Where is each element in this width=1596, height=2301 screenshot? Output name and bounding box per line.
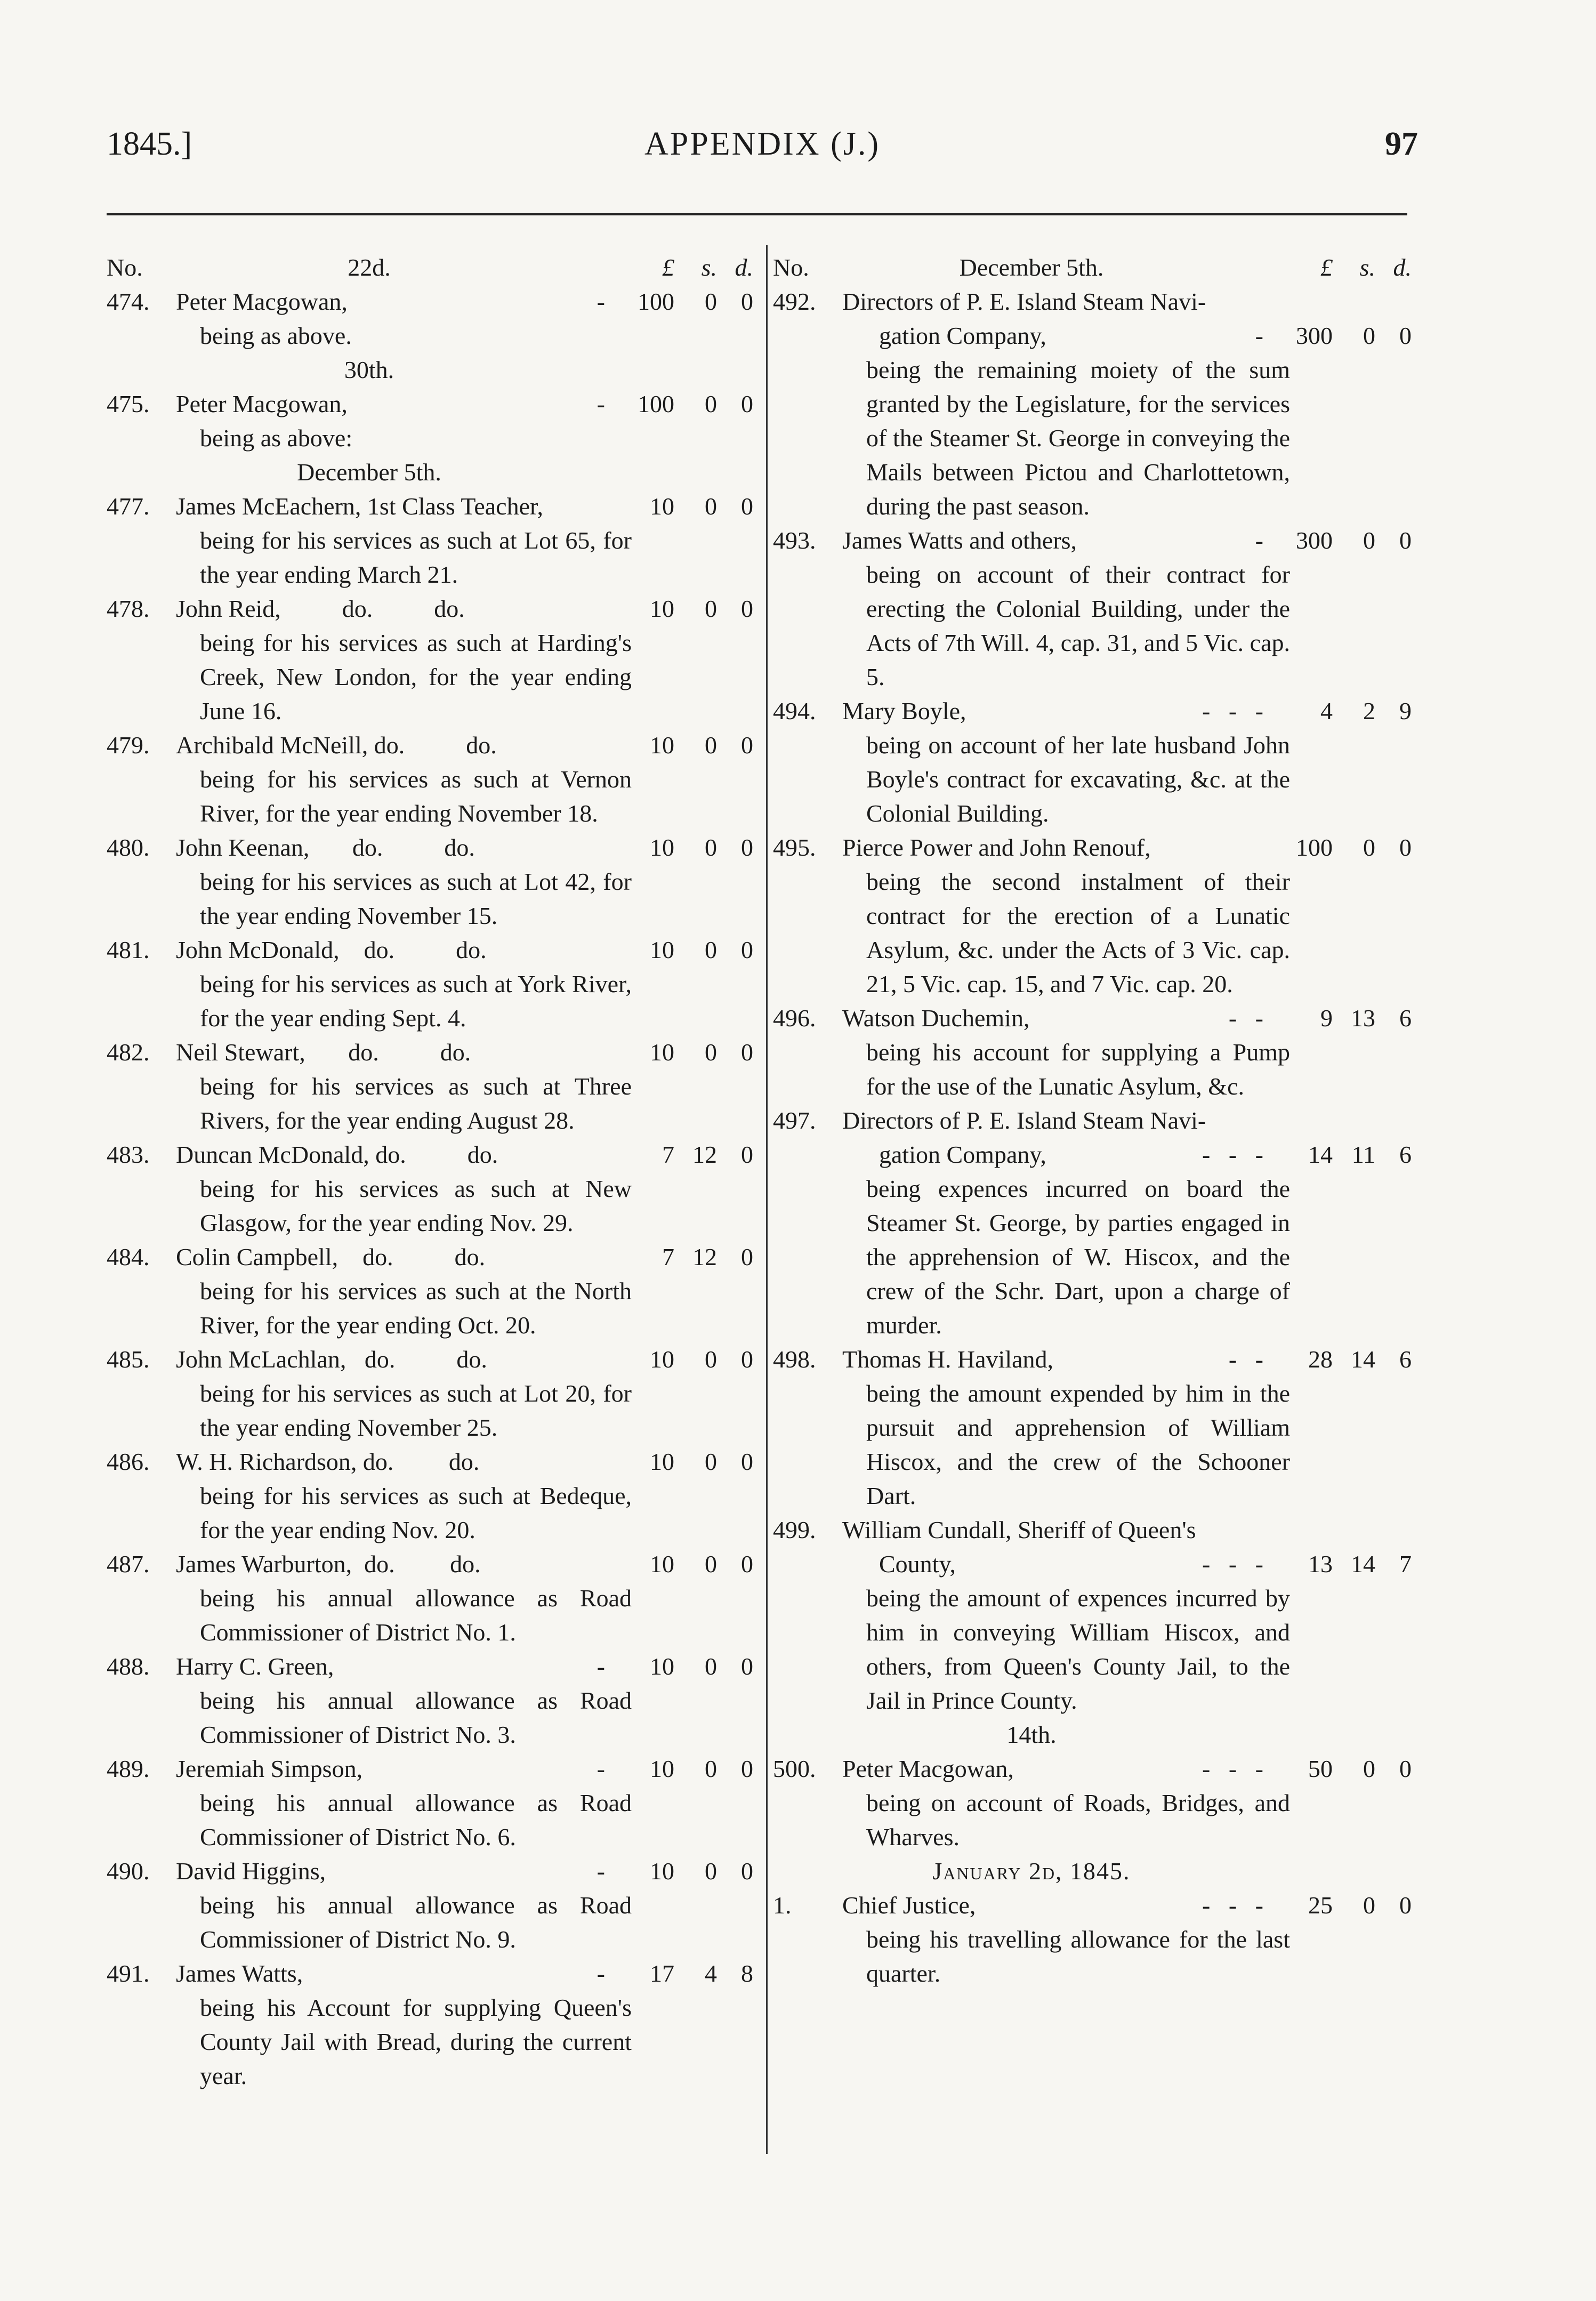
entry-description: being for his services as such at Three Rivers, for the year ending August 28. <box>200 1073 632 1134</box>
shillings-heading: s. <box>701 254 717 281</box>
entry-number: 479. <box>107 731 150 759</box>
entry-description: being on account of her late husband John Boyle's contract for excavating, &c. at the Colonial Building. <box>866 731 1290 827</box>
entry-number: 489. <box>107 1755 150 1782</box>
leader-dashes: - - <box>1228 1004 1263 1032</box>
entry-description: being for his services as such at Bedeque, for the year ending Nov. 20. <box>200 1482 632 1543</box>
entry-line <box>107 1957 760 1991</box>
amount-shillings: 14 <box>1351 1346 1375 1373</box>
entry-amount <box>632 1752 760 1786</box>
entry-number: 492. <box>773 288 816 315</box>
entry-line <box>773 319 1418 353</box>
payee-name: David Higgins, <box>176 1857 326 1885</box>
entry-description: being expences incurred on board the Steamer St. George, by parties engaged in the apprehension of W. Hiscox, and the crew of the Schr. Dart, upon a charge of murder. <box>866 1175 1290 1339</box>
currency-headings <box>632 251 760 285</box>
ledger-entry <box>107 1138 760 1240</box>
entry-description: being his annual allowance as Road Commissioner of District No. 1. <box>200 1584 632 1646</box>
ledger-entry <box>107 1650 760 1752</box>
ledger-entry <box>107 1342 760 1445</box>
entry-number: 483. <box>107 1141 150 1168</box>
amount-pounds: 14 <box>1308 1141 1333 1168</box>
amount-pounds: 17 <box>650 1960 674 1987</box>
entry-line <box>773 285 1418 319</box>
header-year: 1845.] <box>107 126 192 162</box>
amount-pounds: 10 <box>650 1039 674 1066</box>
entry-description: being for his services as such at the North River, for the year ending Oct. 20. <box>200 1277 632 1339</box>
entry-description: being for his services as such at York River, for the year ending Sept. 4. <box>200 970 632 1032</box>
entry-number: 497. <box>773 1107 816 1134</box>
ledger-entry <box>773 1752 1418 1854</box>
right-column-header <box>773 251 1418 285</box>
amount-pounds: 10 <box>650 595 674 622</box>
amount-pounds: 10 <box>650 1550 674 1578</box>
payee-name: John McLachlan, do. do. <box>176 1346 487 1373</box>
entry-number: 482. <box>107 1039 150 1066</box>
amount-pounds: 25 <box>1308 1892 1333 1919</box>
amount-pence: 0 <box>741 390 753 417</box>
amount-pence: 0 <box>741 731 753 759</box>
entry-amount <box>1290 524 1418 558</box>
amount-pounds: 7 <box>662 1141 674 1168</box>
date-subheading: 30th. <box>344 356 394 383</box>
amount-pence: 0 <box>741 1243 753 1270</box>
entry-amount <box>1290 1138 1418 1172</box>
amount-pence: 0 <box>741 288 753 315</box>
amount-pounds: 10 <box>650 1346 674 1373</box>
leader-dashes: - <box>597 1755 605 1782</box>
amount-pence: 0 <box>741 1857 753 1885</box>
entry-line <box>107 1035 760 1069</box>
leader-dashes: - - - <box>1202 1892 1263 1919</box>
amount-pence: 0 <box>1399 1892 1412 1919</box>
entry-description: being his account for supplying a Pump for the use of the Lunatic Asylum, &c. <box>866 1039 1290 1100</box>
entry-line <box>107 285 760 319</box>
entry-amount <box>1290 694 1418 728</box>
ledger-entry <box>773 1138 1418 1342</box>
payee-name: Mary Boyle, <box>842 697 966 725</box>
amount-pounds: 7 <box>662 1243 674 1270</box>
entry-number: 490. <box>107 1857 150 1885</box>
entry-description: being on account of Roads, Bridges, and Wharves. <box>866 1789 1290 1851</box>
entry-line <box>107 489 760 524</box>
entry-line <box>773 1104 1418 1138</box>
amount-pounds: 10 <box>650 1857 674 1885</box>
entry-line <box>107 933 760 967</box>
amount-shillings: 0 <box>705 1755 717 1782</box>
entry-number: 484. <box>107 1243 150 1270</box>
entry-description: being the second instalment of their contract for the erection of a Lunatic Asylum, &c. under the Acts of 3 Vic. cap. 21, 5 Vic. cap. 15, and 7 Vic. cap. 20. <box>866 868 1290 997</box>
leader-dashes: - - - <box>1202 697 1263 725</box>
payee-name: Thomas H. Haviland, <box>842 1346 1054 1373</box>
entry-line <box>107 1138 760 1172</box>
entry-amount <box>1290 319 1418 353</box>
entry-number: 475. <box>107 390 150 417</box>
payee-name: Watson Duchemin, <box>842 1004 1030 1032</box>
entry-amount <box>1290 1513 1418 1547</box>
amount-pounds: 10 <box>650 834 674 861</box>
entry-description: being the amount of expences incurred by him in conveying William Hiscox, and others, from Queen's County Jail, to the Jail in Prince County. <box>866 1584 1290 1714</box>
entry-amount <box>632 1035 760 1069</box>
payee-name: William Cundall, Sheriff of Queen's <box>842 1516 1196 1543</box>
entry-number: 478. <box>107 595 150 622</box>
entry-amount <box>632 285 760 319</box>
amount-shillings: 0 <box>705 1653 717 1680</box>
amount-pounds: 10 <box>650 493 674 520</box>
page-number: 97 <box>1385 126 1418 162</box>
leader-dashes: - <box>597 288 605 315</box>
amount-pounds: 28 <box>1308 1346 1333 1373</box>
amount-shillings: 0 <box>1363 527 1375 554</box>
entry-amount <box>1290 831 1418 865</box>
ledger-entry <box>773 319 1418 524</box>
amount-pounds: 100 <box>638 390 674 417</box>
left-column <box>107 251 760 2093</box>
entry-number: 480. <box>107 834 150 861</box>
left-entries <box>107 285 760 2093</box>
entry-amount <box>632 387 760 421</box>
payee-name: Directors of P. E. Island Steam Navi- <box>842 1107 1206 1134</box>
entry-description: being for his services as such at Lot 42, for the year ending November 15. <box>200 868 632 929</box>
amount-pence: 0 <box>741 834 753 861</box>
amount-shillings: 11 <box>1351 1141 1375 1168</box>
ledger-entry <box>107 387 760 455</box>
amount-shillings: 0 <box>705 595 717 622</box>
ledger-entry <box>773 831 1418 1001</box>
amount-pence: 0 <box>741 595 753 622</box>
ledger-entry <box>107 1854 760 1957</box>
amount-pence: 0 <box>741 1141 753 1168</box>
amount-pence: 0 <box>741 1653 753 1680</box>
amount-pence: 6 <box>1399 1141 1412 1168</box>
ledger-entry <box>773 1513 1418 1547</box>
payee-name: John McDonald, do. do. <box>176 936 487 963</box>
amount-pence: 0 <box>741 1755 753 1782</box>
right-column <box>773 251 1418 1991</box>
no-heading: No. <box>773 254 809 281</box>
date-subheading: January 2d, 1845. <box>932 1857 1131 1885</box>
amount-shillings: 0 <box>705 288 717 315</box>
amount-shillings: 0 <box>705 1448 717 1475</box>
amount-shillings: 0 <box>705 936 717 963</box>
left-column-header <box>107 251 760 285</box>
pounds-heading: £ <box>662 254 674 281</box>
entry-amount <box>632 1240 760 1274</box>
payee-name: County, <box>842 1550 956 1578</box>
entry-number: 495. <box>773 834 816 861</box>
payee-name: Neil Stewart, do. do. <box>176 1039 471 1066</box>
entry-amount <box>632 831 760 865</box>
payee-name: Peter Macgowan, <box>176 390 348 417</box>
entry-amount <box>632 592 760 626</box>
payee-name: James McEachern, 1st Class Teacher, <box>176 493 543 520</box>
payee-name: gation Company, <box>842 322 1046 349</box>
amount-pence: 6 <box>1399 1004 1412 1032</box>
entry-description: being the amount expended by him in the pursuit and apprehension of William Hiscox, and the crew of the Schooner Dart. <box>866 1380 1290 1509</box>
amount-shillings: 0 <box>705 1550 717 1578</box>
entry-description: being as above. <box>200 322 352 349</box>
amount-shillings: 0 <box>705 1857 717 1885</box>
pence-heading: d. <box>735 254 753 281</box>
amount-shillings: 13 <box>1351 1004 1375 1032</box>
entry-line <box>107 1342 760 1377</box>
entry-description: being the remaining moiety of the sum granted by the Legislature, for the services of the Steamer St. George in conveying the Mails between Pictou and Charlottetown, during the past season. <box>866 356 1290 520</box>
entry-line <box>107 1547 760 1581</box>
entry-description: being for his services as such at New Glasgow, for the year ending Nov. 29. <box>200 1175 632 1236</box>
ledger-entry <box>773 524 1418 694</box>
amount-pounds: 100 <box>1296 834 1333 861</box>
entry-amount <box>1290 1547 1418 1581</box>
entry-description: being his annual allowance as Road Commissioner of District No. 6. <box>200 1789 632 1851</box>
entry-line <box>773 1342 1418 1377</box>
entry-amount <box>1290 1104 1418 1138</box>
payee-name: Directors of P. E. Island Steam Navi- <box>842 288 1206 315</box>
entry-description: being for his services as such at Lot 65, for the year ending March 21. <box>200 527 632 588</box>
amount-pence: 0 <box>741 1550 753 1578</box>
entry-amount <box>632 1547 760 1581</box>
entry-line <box>107 1240 760 1274</box>
ledger-entry <box>773 285 1418 319</box>
amount-shillings: 0 <box>705 1346 717 1373</box>
entry-amount <box>1290 1342 1418 1377</box>
leader-dashes: - <box>1255 322 1263 349</box>
right-entries <box>773 285 1418 1991</box>
amount-pounds: 100 <box>638 288 674 315</box>
entry-amount <box>632 1957 760 1991</box>
ledger-entry <box>107 1752 760 1854</box>
amount-pence: 0 <box>1399 527 1412 554</box>
ledger-entry <box>773 694 1418 831</box>
date-heading: December 5th. <box>959 254 1104 281</box>
amount-pence: 9 <box>1399 697 1412 725</box>
entry-number: 496. <box>773 1004 816 1032</box>
entry-amount <box>1290 285 1418 319</box>
pence-heading: d. <box>1393 254 1412 281</box>
entry-line <box>773 1138 1418 1172</box>
amount-shillings: 0 <box>705 731 717 759</box>
pounds-heading: £ <box>1320 254 1333 281</box>
entry-line <box>773 831 1418 865</box>
amount-pounds: 9 <box>1320 1004 1333 1032</box>
amount-shillings: 0 <box>705 1039 717 1066</box>
entry-number: 477. <box>107 493 150 520</box>
ledger-entry <box>107 489 760 592</box>
leader-dashes: - - <box>1228 1346 1263 1373</box>
ledger-entry <box>107 1240 760 1342</box>
payee-name: Pierce Power and John Renouf, <box>842 834 1151 861</box>
amount-shillings: 0 <box>705 390 717 417</box>
ledger-entry <box>107 1547 760 1650</box>
payee-name: Chief Justice, <box>842 1892 976 1919</box>
entry-number: 493. <box>773 527 816 554</box>
payee-name: James Warburton, do. do. <box>176 1550 481 1578</box>
entry-description: being his annual allowance as Road Commissioner of District No. 9. <box>200 1892 632 1953</box>
payee-name: Archibald McNeill, do. do. <box>176 731 497 759</box>
payee-name: Peter Macgowan, <box>842 1755 1014 1782</box>
payee-name: Jeremiah Simpson, <box>176 1755 363 1782</box>
amount-shillings: 0 <box>705 493 717 520</box>
payee-name: gation Company, <box>842 1141 1046 1168</box>
entry-amount <box>632 933 760 967</box>
entry-number: 486. <box>107 1448 150 1475</box>
entry-line <box>107 728 760 762</box>
entry-description: being for his services as such at Vernon River, for the year ending November 18. <box>200 766 632 827</box>
entry-line <box>107 1752 760 1786</box>
amount-pounds: 10 <box>650 1653 674 1680</box>
amount-pence: 0 <box>741 1448 753 1475</box>
amount-pence: 8 <box>741 1960 753 1987</box>
amount-pounds: 10 <box>650 1755 674 1782</box>
amount-shillings: 4 <box>705 1960 717 1987</box>
payee-name: James Watts and others, <box>842 527 1077 554</box>
entry-line <box>107 1854 760 1888</box>
entry-number: 474. <box>107 288 150 315</box>
date-subheading: 14th. <box>1006 1721 1057 1748</box>
entry-number: 1. <box>773 1892 792 1919</box>
ledger-entry <box>107 285 760 353</box>
entry-number: 500. <box>773 1755 816 1782</box>
amount-shillings: 14 <box>1351 1550 1375 1578</box>
entry-number: 481. <box>107 936 150 963</box>
amount-shillings: 0 <box>1363 1892 1375 1919</box>
entry-line <box>773 1888 1418 1922</box>
ledger-entry <box>773 1888 1418 1991</box>
entry-number: 487. <box>107 1550 150 1578</box>
date-subheading: December 5th. <box>297 458 441 486</box>
entry-line <box>773 1001 1418 1035</box>
entry-line <box>107 1445 760 1479</box>
entry-number: 494. <box>773 697 816 725</box>
entry-line <box>107 831 760 865</box>
running-header <box>107 125 1418 179</box>
amount-pounds: 300 <box>1296 527 1333 554</box>
entry-description: being on account of their contract for erecting the Colonial Building, under the Acts of 7th Will. 4, cap. 31, and 5 Vic. cap. 5. <box>866 561 1290 690</box>
amount-pence: 0 <box>741 493 753 520</box>
payee-name: Harry C. Green, <box>176 1653 334 1680</box>
date-heading: 22d. <box>348 254 391 281</box>
payee-name: W. H. Richardson, do. do. <box>176 1448 480 1475</box>
entry-line <box>773 524 1418 558</box>
ledger-entry <box>773 1342 1418 1513</box>
no-heading: No. <box>107 254 143 281</box>
leader-dashes: - - - <box>1202 1755 1263 1782</box>
entry-amount <box>632 1138 760 1172</box>
header-rule <box>107 213 1407 215</box>
entry-line <box>773 1547 1418 1581</box>
amount-pence: 6 <box>1399 1346 1412 1373</box>
entry-amount <box>632 1650 760 1684</box>
payee-name: John Reid, do. do. <box>176 595 465 622</box>
entry-amount <box>632 1854 760 1888</box>
ledger-entry <box>773 1001 1418 1104</box>
ledger-entry <box>107 1957 760 2093</box>
payee-name: Duncan McDonald, do. do. <box>176 1141 498 1168</box>
entry-amount <box>1290 1888 1418 1922</box>
ledger-entry <box>107 1035 760 1138</box>
currency-headings <box>1290 251 1418 285</box>
amount-shillings: 0 <box>1363 1755 1375 1782</box>
entry-description: being for his services as such at Lot 20, for the year ending November 25. <box>200 1380 632 1441</box>
entry-line <box>107 1650 760 1684</box>
amount-pounds: 10 <box>650 1448 674 1475</box>
amount-pence: 0 <box>1399 322 1412 349</box>
amount-pence: 0 <box>741 1346 753 1373</box>
amount-shillings: 2 <box>1363 697 1375 725</box>
entry-description: being as above: <box>200 424 353 452</box>
entry-amount <box>632 1445 760 1479</box>
entry-number: 485. <box>107 1346 150 1373</box>
amount-shillings: 12 <box>692 1243 717 1270</box>
entry-line <box>773 1752 1418 1786</box>
header-title: APPENDIX (J.) <box>644 126 880 162</box>
leader-dashes: - <box>597 1857 605 1885</box>
entry-amount <box>1290 1001 1418 1035</box>
amount-pounds: 13 <box>1308 1550 1333 1578</box>
amount-shillings: 0 <box>1363 322 1375 349</box>
entry-number: 491. <box>107 1960 150 1987</box>
amount-pounds: 10 <box>650 936 674 963</box>
entry-line <box>107 592 760 626</box>
entry-amount <box>632 489 760 524</box>
ledger-entry <box>773 1104 1418 1138</box>
amount-pounds: 10 <box>650 731 674 759</box>
payee-name: Colin Campbell, do. do. <box>176 1243 486 1270</box>
leader-dashes: - <box>597 390 605 417</box>
entry-amount <box>632 1342 760 1377</box>
payee-name: John Keenan, do. do. <box>176 834 475 861</box>
column-divider <box>766 245 768 2154</box>
amount-pence: 0 <box>1399 1755 1412 1782</box>
amount-pounds: 300 <box>1296 322 1333 349</box>
amount-pounds: 50 <box>1308 1755 1333 1782</box>
leader-dashes: - - - <box>1202 1141 1263 1168</box>
amount-shillings: 0 <box>705 834 717 861</box>
entry-amount <box>1290 1752 1418 1786</box>
leader-dashes: - <box>597 1653 605 1680</box>
entry-description: being for his services as such at Harding's Creek, New London, for the year ending June 16. <box>200 629 632 725</box>
leader-dashes: - <box>597 1960 605 1987</box>
entry-description: being his Account for supplying Queen's County Jail with Bread, during the current year. <box>200 1994 632 2089</box>
shillings-heading: s. <box>1359 254 1375 281</box>
entry-number: 498. <box>773 1346 816 1373</box>
ledger-entry <box>107 1445 760 1547</box>
entry-amount <box>632 728 760 762</box>
entry-number: 499. <box>773 1516 816 1543</box>
ledger-entry <box>773 1547 1418 1718</box>
leader-dashes: - <box>1255 527 1263 554</box>
amount-pence: 0 <box>741 936 753 963</box>
leader-dashes: - - - <box>1202 1550 1263 1578</box>
amount-shillings: 12 <box>692 1141 717 1168</box>
ledger-entry <box>107 831 760 933</box>
amount-shillings: 0 <box>1363 834 1375 861</box>
amount-pence: 0 <box>741 1039 753 1066</box>
amount-pence: 7 <box>1399 1550 1412 1578</box>
entry-line <box>773 1513 1418 1547</box>
amount-pounds: 4 <box>1320 697 1333 725</box>
entry-description: being his annual allowance as Road Commissioner of District No. 3. <box>200 1687 632 1748</box>
amount-pence: 0 <box>1399 834 1412 861</box>
entry-line <box>107 387 760 421</box>
entry-description: being his travelling allowance for the last quarter. <box>866 1926 1290 1987</box>
entry-line <box>773 694 1418 728</box>
payee-name: Peter Macgowan, <box>176 288 348 315</box>
entry-number: 488. <box>107 1653 150 1680</box>
ledger-entry <box>107 933 760 1035</box>
ledger-entry <box>107 728 760 831</box>
ledger-entry <box>107 592 760 728</box>
payee-name: James Watts, <box>176 1960 303 1987</box>
